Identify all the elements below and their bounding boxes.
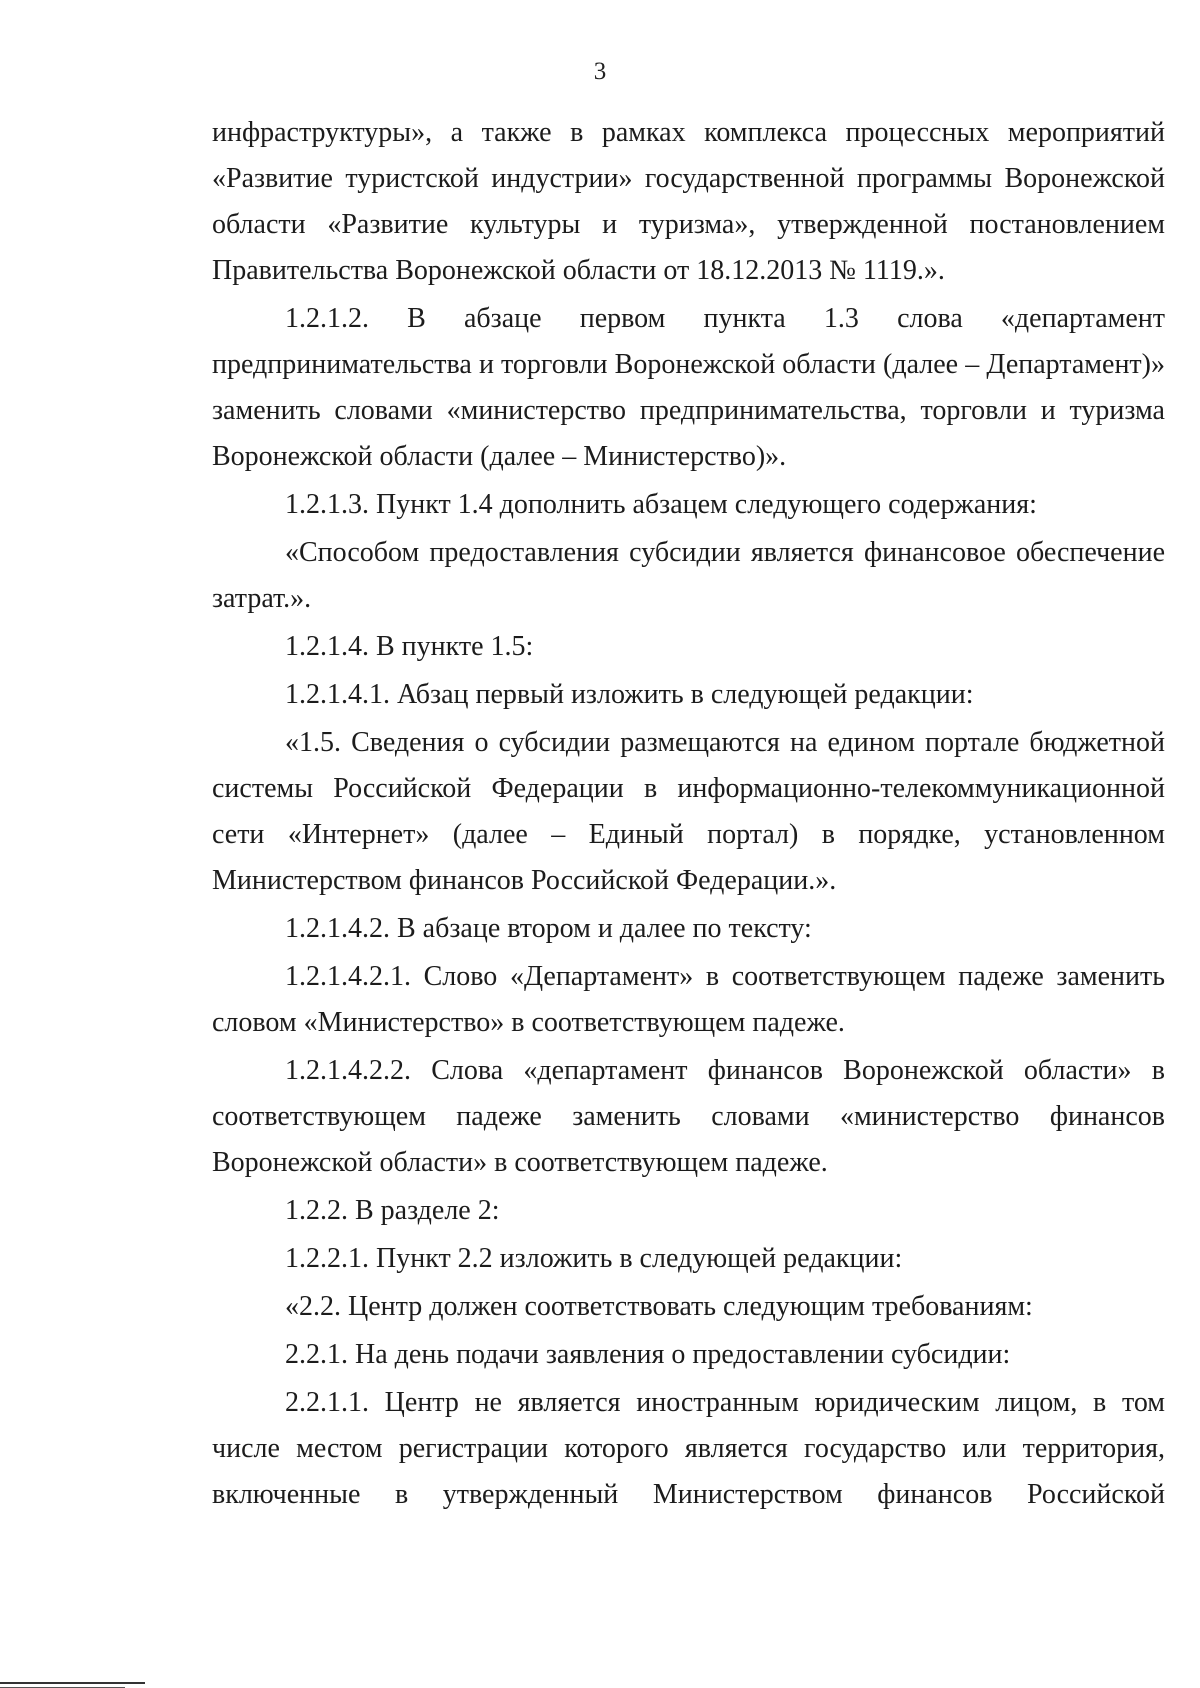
paragraph-quote-2-2: «2.2. Центр должен соответствовать следующим требованиям: — [285, 1291, 1033, 1322]
paragraph-1-2-2: 1.2.2. В разделе 2: — [285, 1195, 500, 1226]
paragraph-1-2-2-1: 1.2.2.1. Пункт 2.2 изложить в следующей редакции: — [285, 1243, 903, 1274]
paragraph-1-2-1-4: 1.2.1.4. В пункте 1.5: — [285, 631, 534, 662]
paragraph-2-2-1: 2.2.1. На день подачи заявления о предоставлении субсидии: — [285, 1339, 1011, 1370]
paragraph-1-2-1-4-2: 1.2.1.4.2. В абзаце втором и далее по тексту: — [285, 913, 812, 944]
paragraph-1-2-1-4-2-2: 1.2.1.4.2.2. Слова «департамент финансов Воронежской области» в соответствующем падеже заменить словами «министерство финансов Воронежской области» в соответствующем падеже. — [212, 1055, 1165, 1178]
footer-rule — [0, 1682, 145, 1684]
paragraph-1-2-1-2: 1.2.1.2. В абзаце первом пункта 1.3 слова «департамент предпринимательства и торговли Воронежской области (далее – Департамент)» заменить словами «министерство предпринимательства, торговли и туризма Воронежской области (далее – Министерство)». — [212, 303, 1165, 472]
paragraph-subsidy-method: «Способом предоставления субсидии является финансовое обеспечение затрат.». — [212, 537, 1165, 614]
paragraph-1-2-1-4-1: 1.2.1.4.1. Абзац первый изложить в следующей редакции: — [285, 679, 974, 710]
paragraph-2-2-1-1: 2.2.1.1. Центр не является иностранным юридическим лицом, в том числе местом регистрации которого является государство или территория, включенные в утвержденный Министерством финансов Российской — [212, 1387, 1165, 1510]
paragraph-continuation: инфраструктуры», а также в рамках комплекса процессных мероприятий «Развитие туристской индустрии» государственной программы Воронежской области «Развитие культуры и туризма», утвержденной постановлением Правительства Воронежской области от 18.12.2013 № 1119.». — [212, 117, 1165, 286]
paragraph-1-2-1-4-2-1: 1.2.1.4.2.1. Слово «Департамент» в соответствующем падеже заменить словом «Министерство» в соответствующем падеже. — [212, 961, 1165, 1038]
document-body — [212, 110, 1165, 1518]
paragraph-quote-1-5: «1.5. Сведения о субсидии размещаются на едином портале бюджетной системы Российской Федерации в информационно-телекоммуникационной сети «Интернет» (далее – Единый портал) в порядке, установленном Министерством финансов Российской Федерации.». — [212, 727, 1165, 896]
paragraph-1-2-1-3: 1.2.1.3. Пункт 1.4 дополнить абзацем следующего содержания: — [285, 489, 1037, 520]
page-number: 3 — [593, 58, 607, 85]
